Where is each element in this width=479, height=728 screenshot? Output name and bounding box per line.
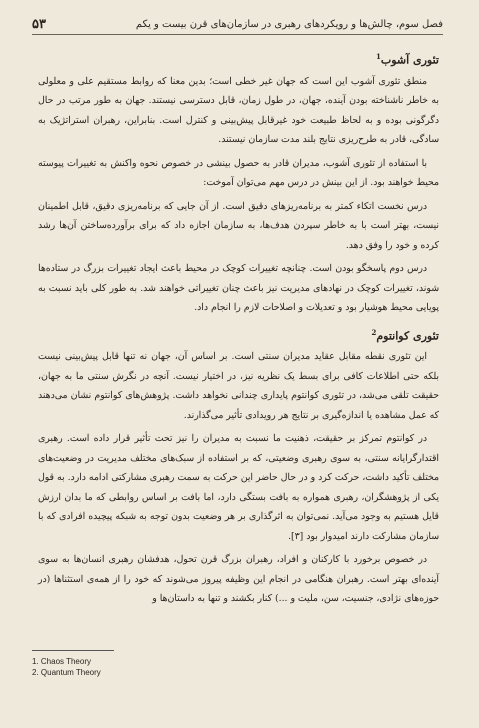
paragraph: درس دوم پاسخگو بودن است. چنانچه تغییرات کوچک در محیط باعث ایجاد تغییرات بزرگ در ستاده‌ها شوند، تغییرات کوچک در نهادهای مدیریت نیز باعث چنان تغییراتی خواهند شد. به طور کلی باید نسبت به پویایی محیط هوشیار بود و تعدیلات و اصلاحات لازم را انجام داد. [38,263,439,314]
paragraph: در کوانتوم تمرکز بر حقیقت، ذهنیت ما نسبت به مدیران را نیز تحت تأثیر قرار داده است. رهبری اقتدارگرایانه سنتی، به سوی رهبری وضعیتی، که بر استفاده از سبک‌های مختلف مدیریت در وضعیت‌های مختلف تأکید داشت، حرکت کرد و در حال حاضر این حرکت به سمت رهبری مشارکتی ادامه دارد. به قول یکی از پژوهشگران، رهبری همواره به بافت بستگی دارد، اما بافت بر اساس روابطی که ما بدان ارزش قایل هستیم به وجود می‌آید. نمی‌توان به اثرگذاری بر هر وضعیت بدون توجه به شبکه پیچیده افرادی که با سازمان مشارکت دارند امیدوار بود [۳]. [38,433,439,542]
paragraph: منطق تئوری آشوب این است که جهان غیر خطی است؛ بدین معنا که روابط مستقیم علی و معلولی به خاطر ناشناخته بودن آینده، جهان، در طول زمان، قابل دسترسی نیستند. جهان به طور مرتب در حال دگرگونی بوده و به لحاظ طبیعت خود غیرقابل پیش‌بینی و کنترل است. بنابراین، رهبران استراتژیک به سادگی، قادر به طرح‌ریزی نتایج بلند مدت سازمان نیستند. [38,75,439,146]
footnote-rule [32,650,114,651]
footnote: 2. Quantum Theory [32,668,101,677]
paragraph: در خصوص برخورد با کارکنان و افراد، رهبران بزرگ قرن تحول، هدفشان رهبری انسان‌ها به سوی آینده‌ای بهتر است. رهبران هنگامی در انجام این وظیفه پیروز می‌شوند که خود را از همه‌ی استثناها (در حوزه‌های نژادی، جنسیت، سن، ملیت و ...) کنار بکشند و تنها به داستان‌ها و [38,554,439,605]
running-header [32,14,443,34]
footnotes [32,656,101,678]
paragraph: با استفاده از تئوری آشوب، مدیران قادر به حصول بینشی در خصوص نحوه واکنش به تغییرات پیوسته محیط خواهند بود. از این بینش در درس مهم می‌توان آموخت: [38,157,439,189]
section-title-chaos-theory: تئوری آشوب$^1$ [375,52,439,67]
running-title: فصل سوم، چالش‌ها و رویکردهای رهبری در سازمان‌های قرن بیست و یکم [135,18,443,30]
paragraph: درس نخست اتکاء کمتر به برنامه‌ریزهای دقیق است. از آن جایی که برنامه‌ریزی دقیق، قابل اطمینان نیست، بهتر است با به خاطر سپردن هدف‌ها، به سازمان اجازه داد که برای برآورده‌ساختن آن‌ها رشد کرده و خود را وفق دهد. [38,200,439,251]
page-body [38,44,439,613]
footnote: 1. Chaos Theory [32,657,91,666]
paragraph: این تئوری نقطه مقابل عقاید مدیران سنتی است. بر اساس آن، جهان نه تنها قابل پیش‌بینی نیست بلکه حتی اطلاعات کافی برای بسط یک نظریه نیز، در اختیار نیست. آنچه در نگرش سنتی ما به جهان، حقیقت تلقی می‌شد، در تئوری کوانتوم پایداری چندانی نخواهد داشت. پژوهش‌های کوانتوم نشان می‌دهند که عمل مشاهده یا اندازه‌گیری بر نتایج هر رویدادی تأثیر می‌گذارند. [38,351,439,421]
header-rule [32,34,443,35]
footnote-mark: 2 [371,327,377,337]
section-title-quantum-theory: تئوری کوانتوم$^2$ [371,327,439,343]
page-number: ۵۳ [32,16,46,32]
footnote-mark: 1 [375,52,381,61]
